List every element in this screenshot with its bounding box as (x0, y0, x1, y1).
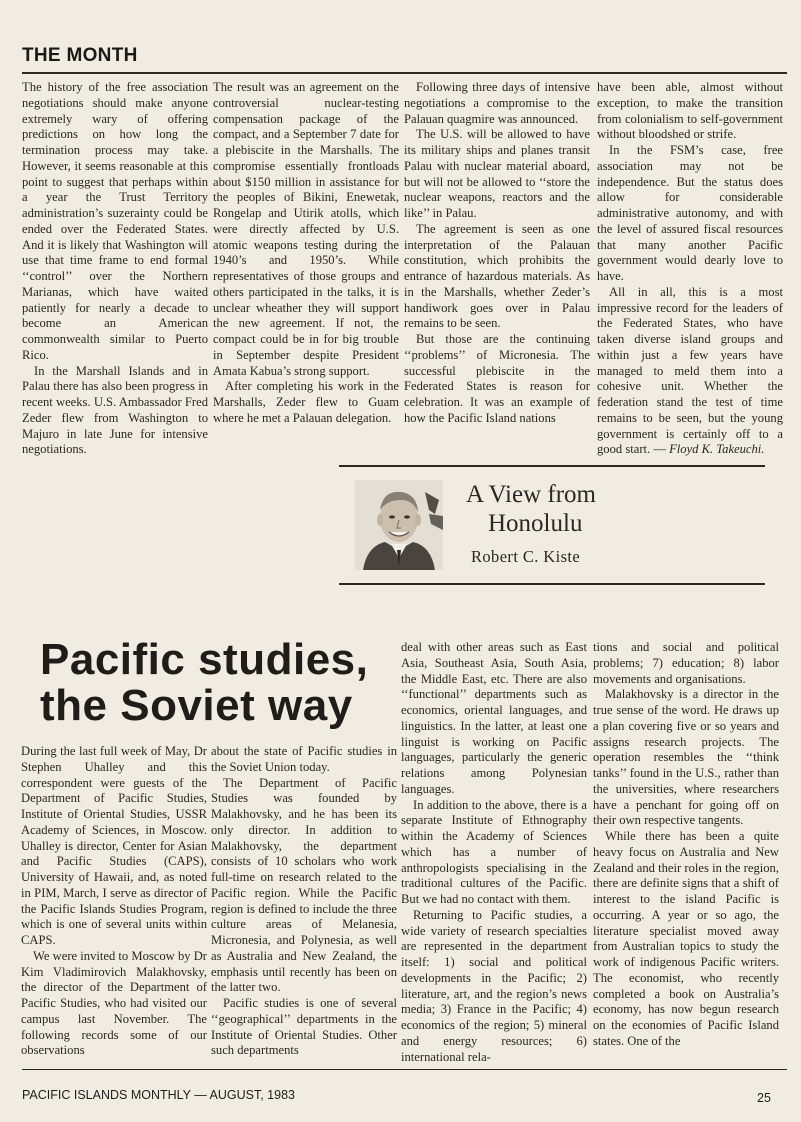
footer-rule (22, 1069, 787, 1070)
headline-line1: Pacific studies, (40, 635, 369, 684)
column-author: Robert C. Kiste (471, 547, 581, 566)
paragraph: have been able, almost without exception, to make the transition from colonialism to self-government without bloodshed or strife. (597, 80, 783, 142)
publication-footer: PACIFIC ISLANDS MONTHLY — AUGUST, 1983 (22, 1088, 295, 1102)
paragraph: The U.S. will be allowed to have its military ships and planes transit Palau with nuclear material aboard, but will not be allowed to ‘‘store the nuclear weapons, reactors and the like’’ in Palau. (404, 127, 590, 220)
month-column-4 (597, 80, 783, 458)
column-banner-title-line1: A View from (466, 481, 596, 508)
soviet-column-1 (21, 744, 207, 1059)
paragraph: Following three days of intensive negotiations a compromise to the Palauan quagmire was announced. (404, 80, 590, 126)
paragraph: Malakhovsky is a director in the true sense of the word. He draws up a plan covering five or so years and assigns research projects. The operation resembles the ‘‘think tanks’’ found in the U.S., rather than the universities, where researchers have a penchant for going off on their own respective tangents. (593, 687, 779, 828)
paragraph: But those are the continuing ‘‘problems’’ of Micronesia. The successful plebiscite in the Federated States is reason for celebration. It was an example of how the Pacific Island nations (404, 332, 590, 425)
month-column-3 (404, 80, 590, 427)
column-banner-rule-bottom (339, 583, 765, 585)
paragraph: deal with other areas such as East Asia, Southeast Asia, South Asia, the Middle East, etc. There are also ‘‘functional’’ departments such as economics, oriental languages, and linguistics. In the latter, at least one linguist is working on Pacific languages, particularly the generic relations among Polynesian languages. (401, 640, 587, 796)
paragraph: In addition to the above, there is a separate Institute of Ethnography within the Academy of Sciences which has a number of anthropologists specialising in the traditional cultures of the Pacific. But we had no contact with them. (401, 797, 587, 906)
author-photo (355, 480, 443, 570)
author-portrait-illustration (355, 480, 443, 570)
paragraph: Pacific studies is one of several ‘‘geographical’’ departments in the Institute of Oriental Studies. Other such departments (211, 996, 397, 1058)
paragraph: We were invited to Moscow by Dr Kim Vladimirovich Malakhovsky, the director of the Department of Pacific Studies, who had visited our campus last November. The following records some of our observations (21, 948, 207, 1058)
month-column-1 (22, 80, 208, 458)
soviet-column-2 (211, 744, 397, 1059)
paragraph: The Department of Pacific Studies was founded by Malakhovsky, and he has been its only director. In addition to Malakhovsky, the department consists of 10 scholars who work full-time on research related to the Pacific region. While the Pacific region is defined to include the three culture areas of Melanesia, Micronesia, and Polynesia, as well as Australia and New Zealand, the emphasis until recently has been on the latter two. (211, 775, 397, 995)
month-column-2 (213, 80, 399, 427)
article-headline (40, 637, 380, 729)
section-title: THE MONTH (22, 45, 138, 66)
top-rule (22, 72, 787, 74)
column-banner-title (466, 480, 596, 538)
paragraph: The agreement is seen as one interpretation of the Palauan constitution, which prohibits the entrance of hazardous materials. As in the Marshalls, whether Zeder’s handiwork goes over in Palau remains to be seen. (404, 221, 590, 331)
page-number: 25 (757, 1091, 771, 1105)
column-banner-title-line2: Honolulu (488, 510, 583, 537)
paragraph: While there has been a quite heavy focus on Australia and New Zealand and their roles in the region, there are definite signs that a shift of interest to the island Pacific is occurring. A year or so ago, the literature specialist moved away from Australian topics to study the work of indigenous Pacific writers. The economist, who recently completed a book on Australia’s economy, has now begun research on the economies of Pacific Island states. One of the (593, 829, 779, 1048)
soviet-column-3 (401, 640, 587, 1065)
paragraph (597, 285, 783, 458)
paragraph: In the Marshall Islands and in Palau there has also been progress in recent weeks. U.S. Ambassador Fred Zeder flew from Washington to Majuro in late June for intensive negotiations. (22, 363, 208, 457)
headline-line2: the Soviet way (40, 681, 353, 730)
paragraph: The history of the free association negotiations should make anyone extremely wary of offering predictions on how long the termination process may take. However, it seems reasonable at this point to suggest that perhaps within a year the Trust Territory administration’s suzerainty could be ended over the Federated States. And it is likely that Washington will use that time frame to end formal ‘‘control’’ over the Northern Marianas, which have waited patiently for nearly a decade to become an American commonwealth similar to Puerto Rico. (22, 80, 208, 362)
paragraph: After completing his work in the Marshalls, Zeder flew to Guam where he met a Palauan delegation. (213, 379, 399, 425)
author-signature: Floyd K. Takeuchi. (669, 442, 765, 457)
paragraph: about the state of Pacific studies in the Soviet Union today. (211, 744, 397, 774)
paragraph-text: All in all, this is a most impressive record for the leaders of the Federated States, who have taken diverse island groups and within just a few years have managed to meld them into a cohesive unit. Whether the federation stand the test of time remains to be seen, but the young government is certainly off to a good start. — (597, 284, 783, 457)
paragraph: The result was an agreement on the controversial nuclear-testing compensation package of the compact, and a September 7 date for a plebiscite in the Marshalls. The compromise essentially frontloads about $150 million in assistance for the peoples of Bikini, Enewetak, Rongelap and Utirik atolls, which were directly affected by U.S. atomic weapons testing during the 1940’s and 1950’s. While representatives of those groups and others participated in the talks, it is unclear wheather they will support the new agreement. If not, the compact could be in for big trouble in September despite President Amata Kabua’s strong support. (213, 80, 399, 378)
paragraph: During the last full week of May, Dr Stephen Uhalley and this correspondent were guests of the Department of Pacific Studies, Institute of Oriental Studies, USSR Academy of Sciences, in Moscow. Uhalley is director, Center for Asian and Pacific Studies (CAPS), University of Hawaii, and, as noted in PIM, March, I serve as director of the Pacific Islands Studies Program, which is one of several units within CAPS. (21, 744, 207, 947)
paragraph: Returning to Pacific studies, a wide variety of research specialties are represented in the department itself: 1) social and political developments in the Pacific; 2) literature, art, and the region’s news media; 3) France in the Pacific; 4) economics of the region; 5) mineral and energy resources; 6) international rela- (401, 907, 587, 1064)
soviet-column-4 (593, 640, 779, 1050)
paragraph: In the FSM’s case, free association may not be independence. But the status does allow for considerable administrative autonomy, and with the level of assured fiscal resources that many another Pacific government would dearly love to have. (597, 143, 783, 283)
column-banner-rule-top (339, 465, 765, 467)
paragraph: tions and social and political problems; 7) education; 8) labor movements and organisations. (593, 640, 779, 686)
